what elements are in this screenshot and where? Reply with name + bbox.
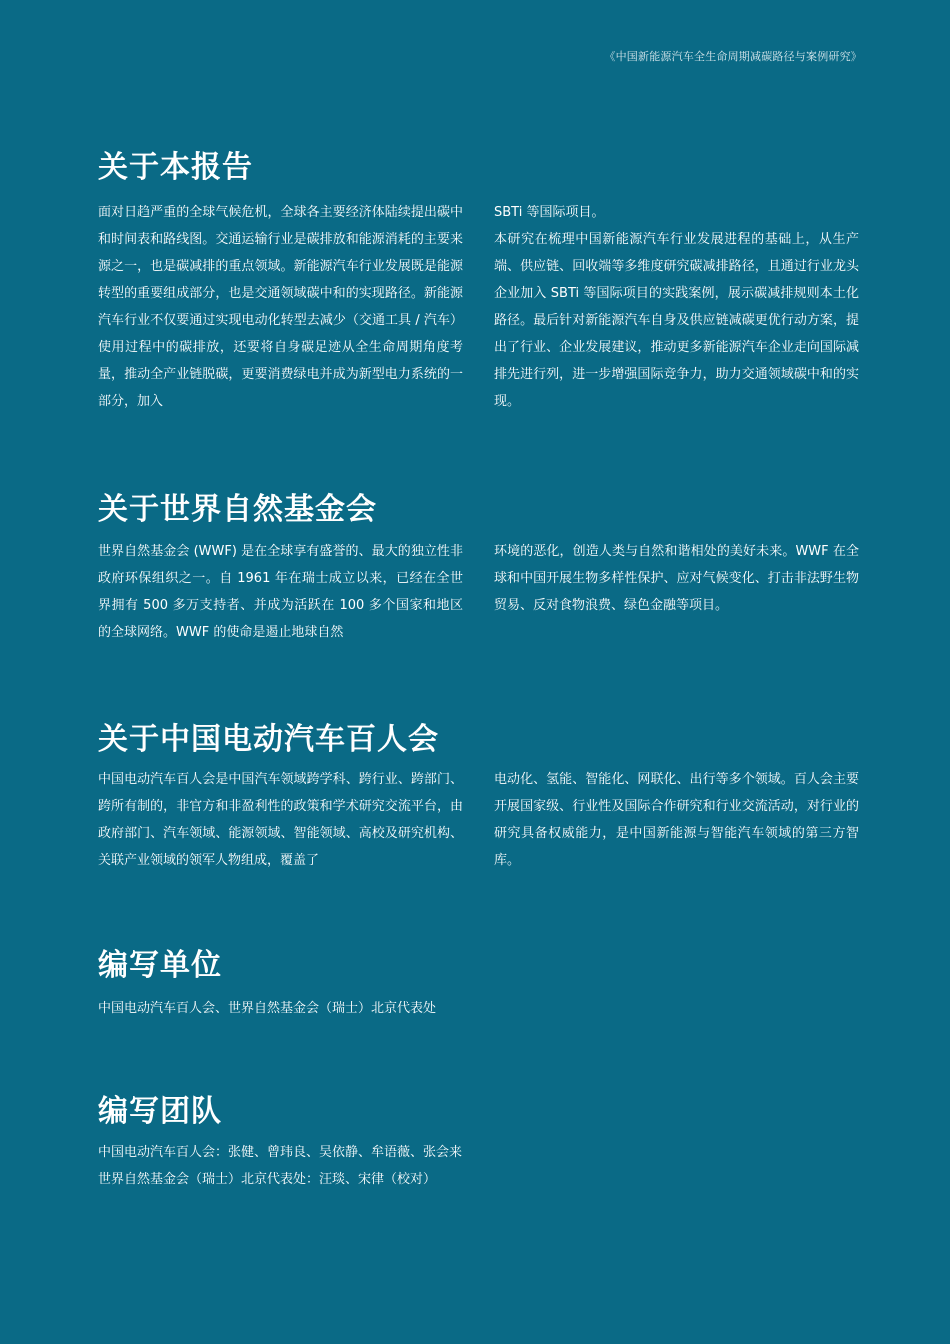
about-report-right-column bbox=[494, 199, 859, 415]
about-ev100-paragraph-cont: 电动化、氢能、智能化、网联化、出行等多个领域。百人会主要开展国家级、行业性及国际合作研究和行业交流活动，对行业的研究具备权威能力，是中国新能源与智能汽车领域的第三方智库。 bbox=[494, 772, 859, 868]
about-ev100-paragraph: 中国电动汽车百人会是中国汽车领域跨学科、跨行业、跨部门、跨所有制的，非官方和非盈利性的政策和学术研究交流平台，由政府部门、汽车领域、能源领域、智能领域、高校及研究机构、关联产业领域的领军人物组成，覆盖了 bbox=[98, 772, 463, 868]
about-report-paragraph-1-cont: SBTi 等国际项目。 bbox=[494, 205, 605, 220]
about-wwf-paragraph: 世界自然基金会 (WWF) 是在全球享有盛誉的、最大的独立性非政府环保组织之一。自 1961 年在瑞士成立以来，已经在全世界拥有 500 多万支持者、并成为活跃在 100 多个国家和地区的全球网络。WWF 的使命是遏止地球自然 bbox=[98, 544, 463, 640]
authoring-team-line-2: 世界自然基金会（瑞士）北京代表处：汪琰、宋律（校对） bbox=[98, 1172, 437, 1187]
running-header: 《中国新能源汽车全生命周期减碳路径与案例研究》 bbox=[604, 50, 862, 63]
section-title-about-ev100: 关于中国电动汽车百人会 bbox=[98, 722, 439, 757]
about-wwf-paragraph-cont: 环境的恶化，创造人类与自然和谐相处的美好未来。WWF 在全球和中国开展生物多样性保护、应对气候变化、打击非法野生物贸易、反对食物浪费、绿色金融等项目。 bbox=[494, 544, 859, 613]
authoring-unit-text: 中国电动汽车百人会、世界自然基金会（瑞士）北京代表处 bbox=[98, 1001, 437, 1016]
about-wwf-right-column bbox=[494, 538, 859, 619]
section-title-authoring-team: 编写团队 bbox=[98, 1094, 222, 1129]
section-title-authoring-unit: 编写单位 bbox=[98, 948, 222, 983]
about-wwf-left-column bbox=[98, 538, 463, 646]
about-ev100-right-column bbox=[494, 766, 859, 874]
authoring-team-line-1: 中国电动汽车百人会：张健、曾玮良、吴依静、牟语薇、张会来 bbox=[98, 1145, 463, 1160]
section-title-about-wwf: 关于世界自然基金会 bbox=[98, 492, 377, 527]
about-report-left-column bbox=[98, 199, 463, 415]
about-report-paragraph-1: 面对日趋严重的全球气候危机，全球各主要经济体陆续提出碳中和时间表和路线图。交通运输行业是碳排放和能源消耗的主要来源之一，也是碳减排的重点领域。新能源汽车行业发展既是能源转型的重要组成部分，也是交通领域碳中和的实现路径。新能源汽车行业不仅要通过实现电动化转型去减少（交通工具 / 汽车）使用过程中的碳排放，还要将自身碳足迹从全生命周期角度考量，推动全产业链脱碳，更要消费绿电并成为新型电力系统的一部分，加入 bbox=[98, 205, 463, 409]
about-ev100-left-column bbox=[98, 766, 463, 874]
section-title-about-report: 关于本报告 bbox=[98, 150, 253, 185]
about-report-paragraph-2: 本研究在梳理中国新能源汽车行业发展进程的基础上，从生产端、供应链、回收端等多维度研究碳减排路径，且通过行业龙头企业加入 SBTi 等国际项目的实践案例，展示碳减排规则本土化路径。最后针对新能源汽车自身及供应链减碳更优行动方案，提出了行业、企业发展建议，推动更多新能源汽车企业走向国际减排先进行列，进一步增强国际竞争力，助力交通领域碳中和的实现。 bbox=[494, 232, 859, 409]
